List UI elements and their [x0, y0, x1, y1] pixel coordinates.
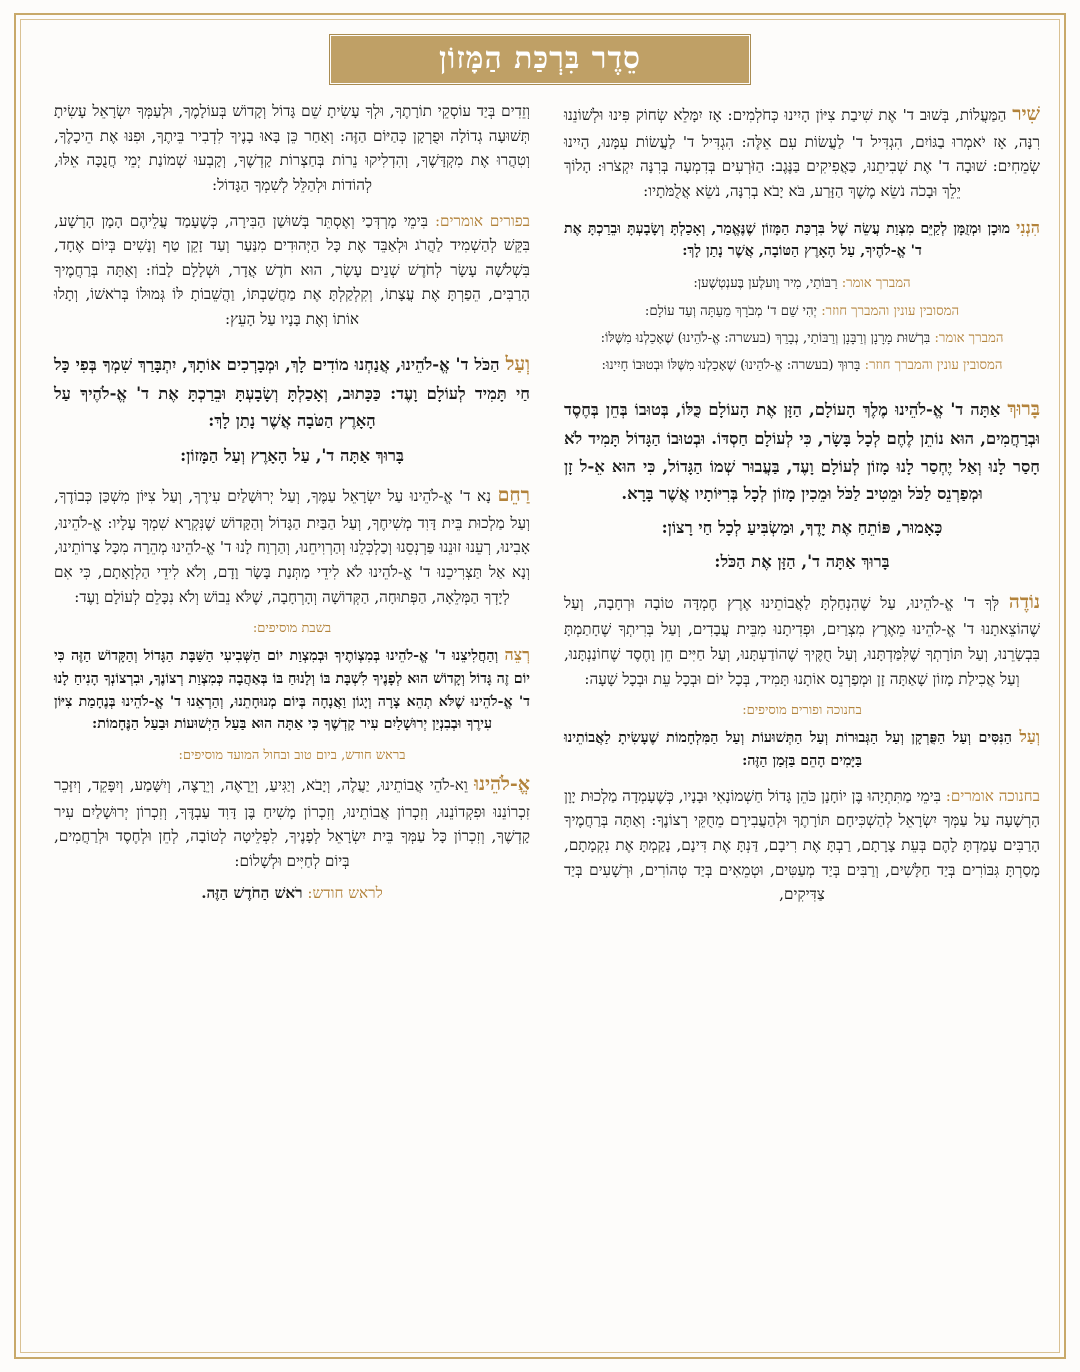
chanuka-body: בִּימֵי מַתִּתְיָהוּ בֶּן יוֹחָנָן כֹּהֵן גָּדוֹל חַשְׁמוֹנָאִי וּבָנָיו, כְּשֶׁעָמְדָה מַלְכוּת יָוָן הָרְשָׁעָה עַל עַמְּךָ יִשְׂרָאֵל לְהַשְׁכִּיחָם תּוֹרָתֶךָ וּלְהַעֲבִירָם מֵחֻקֵּי רְצוֹנֶךָ: וְאַתָּה בְּרַחֲמֶיךָ הָרַבִּים עָמַדְתָּ לָהֶם בְּעֵת צָרָתָם, רַבְתָּ אֶת רִיבָם, דַּנְתָּ אֶת דִּינָם, נָקַמְתָּ אֶת נִקְמָתָם, מָסַרְתָּ גִּבּוֹרִים בְּיַד חַלָּשִׁים, וְרַבִּים בְּיַד מְעַטִּים, וּטְמֵאִים בְּיַד טְהוֹרִים, וּרְשָׁעִים בְּיַד צַדִּיקִים,	[564, 786, 1040, 904]
nodeh-body: לְּךָ ד' אֱ-לֹהֵינוּ, עַל שֶׁהִנְחַלְתָּ לַאֲבוֹתֵינוּ אֶרֶץ חֶמְדָּה טוֹבָה וּרְחָבָה, וְעַל שֶׁהוֹצֵאתָנוּ ד' אֱ-לֹהֵינוּ מֵאֶרֶץ מִצְרַיִם, וּפְדִיתָנוּ מִבֵּית עֲבָדִים, וְעַל בְּרִיתְךָ שֶׁחָתַמְתָּ בִּבְשָׂרֵנוּ, וְעַל תּוֹרָתְךָ שֶׁלִּמַּדְתָּנוּ, וְעַל חֻקֶּיךָ שֶׁהוֹדַעְתָּנוּ, וְעַל חַיִּים חֵן וָחֶסֶד שֶׁחוֹנַנְתָּנוּ, וְעַל אֲכִילַת מָזוֹן שָׁאַתָּה זָן וּמְפַרְנֵס אוֹתָנוּ תָּמִיד, בְּכָל יוֹם וּבְכָל עֵת וּבְכָל שָׁעָה:	[564, 593, 1040, 688]
zimun-line-1	[564, 274, 1040, 294]
al-hanisim-opening-word: וְעַל	[1019, 727, 1040, 747]
yaaleh-body: וֵא-לֹהֵי אֲבוֹתֵינוּ, יַעֲלֶה, וְיָבֹא, וְיַגִּיעַ, וְיֵרָאֶה, וְיֵרָצֶה, וְיִשָּׁמַע, וְיִפָּקֵד, וְיִזָּכֵר זִכְרוֹנֵנוּ וּפִקְדוֹנֵנוּ, וְזִכְרוֹן אֲבוֹתֵינוּ, וְזִכְרוֹן מָשִׁיחַ בֶּן דָּוִד עַבְדֶּךָ, וְזִכְרוֹן יְרוּשָׁלַיִם עִיר קָדְשֶׁךָ, וְזִכְרוֹן כָּל עַמְּךָ בֵּית יִשְׂרָאֵל לְפָנֶיךָ, לִפְלֵיטָה לְטוֹבָה, לְחֵן וּלְחֶסֶד וּלְרַחֲמִים, בְּיוֹם לְחַיִּים וּלְשָׁלוֹם:	[54, 776, 530, 871]
veal-hakol-seal: בָּרוּךְ אַתָּה ד', עַל הָאָרֶץ וְעַל הַמָּזוֹן:	[180, 445, 404, 465]
section-zimun	[564, 274, 1040, 377]
section-al-hanisim	[564, 702, 1040, 772]
zimun-text-2: יְהִי שֵׁם ד' מְבֹרָךְ מֵעַתָּה וְעַד עוֹלָם:	[644, 303, 818, 319]
al-hanisim-body: הַנִּסִּים וְעַל הַפֻּרְקָן וְעַל הַגְּבוּרוֹת וְעַל הַתְּשׁוּעוֹת וְעַל הַמִּלְחָמוֹת שֶׁעָשִׂיתָ לַאֲבוֹתֵינוּ בַּיָּמִים הָהֵם בַּזְּמַן הַזֶּה:	[564, 730, 1012, 769]
zimun-rubric-3: המברך אומר:	[934, 330, 1004, 346]
zimun-rubric-2: המסובין עונין והמברך חוזר:	[821, 303, 960, 319]
retzeh-body: וְהַחֲלִיצֵנוּ ד' אֱ-לֹהֵינוּ בְּמִצְוֹתֶיךָ וּבְמִצְוַת יוֹם הַשְּׁבִיעִי הַשַּׁבָּת הַגָּדוֹל וְהַקָּדוֹשׁ הַזֶּה כִּי יוֹם זֶה גָּדוֹל וְקָדוֹשׁ הוּא לְפָנֶיךָ לִשְׁבָּת בּוֹ וְלָנוּחַ בּוֹ בְּאַהֲבָה כְּמִצְוַת רְצוֹנֶךָ, וּבִרְצוֹנְךָ הָנִיחַ לָנוּ ד' אֱ-לֹהֵינוּ שֶׁלֹּא תְהֵא צָרָה וְיָגוֹן וַאֲנָחָה בְּיוֹם מְנוּחָתֵנוּ, וְהַרְאֵנוּ ד' אֱ-לֹהֵינוּ בְּנֶחָמַת צִיּוֹן עִירֶךָ וּבְבִנְיַן יְרוּשָׁלַיִם עִיר קָדְשֶׁךָ כִּי אַתָּה הוּא בַּעַל הַיְשׁוּעוֹת וּבַעַל הַנֶּחָמוֹת:	[54, 648, 530, 733]
zimun-line-2	[564, 302, 1040, 322]
veal-hakol-paragraph	[54, 349, 530, 435]
rachem-opening-word: רַחֵם	[497, 483, 530, 506]
section-shir-hamaalot	[564, 99, 1040, 204]
retzeh-paragraph	[54, 642, 530, 736]
page-title: סֵדֶר בִּרְכַּת הַמָּזוֹן	[439, 41, 641, 76]
zimun-rubric-4: המסובין עונין והמברך חוזר:	[864, 358, 1003, 374]
shir-hamaalot-paragraph	[564, 99, 1040, 204]
hineni-paragraph	[564, 215, 1040, 263]
zimun-text-3: בִּרְשׁוּת מָרָנָן וְרַבָּנָן וְרַבּוֹתַי, נְבָרֵךְ (בעשרה: אֱ-לֹהֵינוּ) שֶׁאָכַלְנוּ מִשֶּׁלּוֹ:	[600, 330, 931, 346]
title-banner	[329, 34, 751, 85]
chanuka-continuation-body: וְזֵדִים בְּיַד עוֹסְקֵי תוֹרָתֶךָ, וּלְךָ עָשִׂיתָ שֵׁם גָּדוֹל וְקָדוֹשׁ בְּעוֹלָמֶךָ, וּלְעַמְּךָ יִשְׂרָאֵל עָשִׂיתָ תְּשׁוּעָה גְדוֹלָה וּפֻרְקָן כְּהַיּוֹם הַזֶּה: וְאַחַר כֵּן בָּאוּ בָנֶיךָ לִדְבִיר בֵּיתֶךָ, וּפִנּוּ אֶת הֵיכָלֶךָ, וְטִהֲרוּ אֶת מִקְדָּשֶׁךָ, וְהִדְלִיקוּ נֵרוֹת בְּחַצְרוֹת קָדְשֶׁךָ, וְקָבְעוּ שְׁמוֹנַת יְמֵי חֲנֻכָּה אֵלּוּ, לְהוֹדוֹת וּלְהַלֵּל לְשִׁמְךָ הַגָּדוֹל:	[54, 102, 530, 194]
section-chanuka-continuation	[54, 99, 530, 198]
purim-rubric: בפורים אומרים:	[434, 211, 531, 230]
zimun-rubric-1: המברך אומר:	[841, 276, 911, 292]
section-rachem	[54, 480, 530, 609]
hazan-seal: בָּרוּךְ אַתָּה ד', הַזָּן אֶת הַכֹּל:	[714, 552, 890, 572]
yaaleh-rubric: בראש חודש, ביום טוב ובחול המועד מוסיפים:	[178, 748, 406, 763]
zimun-line-4	[564, 356, 1040, 376]
rachem-body: נָא ד' אֱ-לֹהֵינוּ עַל יִשְׂרָאֵל עַמֶּךָ, וְעַל יְרוּשָׁלַיִם עִירֶךָ, וְעַל צִיּוֹן מִשְׁכַּן כְּבוֹדֶךָ, וְעַל מַלְכוּת בֵּית דָּוִד מְשִׁיחֶךָ, וְעַל הַבַּיִת הַגָּדוֹל וְהַקָּדוֹשׁ שֶׁנִּקְרָא שִׁמְךָ עָלָיו: אֱ-לֹהֵינוּ, אָבִינוּ, רְעֵנוּ זוּנֵנוּ פַּרְנְסֵנוּ וְכַלְכְּלֵנוּ וְהַרְוִיחֵנוּ, וְהַרְוַח לָנוּ ד' אֱ-לֹהֵינוּ מְהֵרָה מִכָּל צָרוֹתֵינוּ, וְנָא אַל תַּצְרִיכֵנוּ ד' אֱ-לֹהֵינוּ לֹא לִידֵי מַתְּנַת בָּשָׂר וָדָם, וְלֹא לִידֵי הַלְוָאָתָם, כִּי אִם לְיָדְךָ הַמְּלֵאָה, הַפְּתוּחָה, הַקְּדוֹשָׁה וְהָרְחָבָה, שֶׁלֹּא נֵבוֹשׁ וְלֹא נִכָּלֵם לְעוֹלָם וָעֶד:	[54, 486, 530, 606]
yaaleh-opening-word: אֱ-לֹהֵינוּ	[474, 773, 530, 795]
hazan-body: אַתָּה ד' אֱ-לֹהֵינוּ מֶלֶךְ הָעוֹלָם, הַזָּן אֶת הָעוֹלָם כֻּלּוֹ, בְּטוּבוֹ בְּחֵן בְּחֶסֶד וּבְרַחֲמִים, הוּא נוֹתֵן לֶחֶם לְכָל בָּשָׂר, כִּי לְעוֹלָם חַסְדּוֹ. וּבְטוּבוֹ הַגָּדוֹל תָּמִיד לֹא חָסַר לָנוּ וְאַל יֶחְסַר לָנוּ מָזוֹן לְעוֹלָם וָעֶד, בַּעֲבוּר שְׁמוֹ הַגָּדוֹל, כִּי הוּא אֵ-ל זָן וּמְפַרְנֵס לַכֹּל וּמֵטִיב לַכֹּל וּמֵכִין מָזוֹן לְכָל בְּרִיּוֹתָיו אֲשֶׁר בָּרָא.	[564, 399, 1040, 503]
yaaleh-footer-text: רֹאשׁ הַחֹדֶשׁ הַזֶּה.	[201, 883, 303, 902]
section-purim-insert	[54, 209, 530, 332]
section-chanuka-insert	[564, 784, 1040, 907]
chanuka-rubric: בחנוכה אומרים:	[945, 786, 1040, 805]
yaaleh-paragraph	[54, 769, 530, 874]
retzeh-opening-word: רְצֵה	[504, 645, 530, 665]
left-column	[54, 99, 530, 916]
zimun-line-3	[564, 329, 1040, 349]
veal-hakol-body: הַכֹּל ד' אֱ-לֹהֵינוּ, אֲנַחְנוּ מוֹדִים לָךְ, וּמְבָרְכִים אוֹתָךְ, יִתְבָּרַךְ שִׁמְךָ בְּפִי כָּל חַי תָּמִיד לְעוֹלָם וָעֶד: כַּכָּתוּב, וְאָכַלְתָּ וְשָׂבָעְתָּ וּבֵרַכְתָּ אֶת ד' אֱ-לֹהֶיךָ עַל הָאָרֶץ הַטֹּבָה אֲשֶׁר נָתַן לָךְ:	[54, 354, 530, 431]
hazan-paragraph	[564, 394, 1040, 507]
shir-hamaalot-body: הַמַּעֲלוֹת, בְּשׁוּב ד' אֶת שִׁיבַת צִיּוֹן הָיִינוּ כְּחֹלְמִים: אָז יִמָּלֵא שְׂחוֹק פִּינוּ וּלְשׁוֹנֵנוּ רִנָּה, אָז יֹאמְרוּ בַגּוֹיִם, הִגְדִּיל ד' לַעֲשׂוֹת עִם אֵלֶּה: הִגְדִּיל ד' לַעֲשׂוֹת עִמָּנוּ, הָיִינוּ שְׂמֵחִים: שׁוּבָה ד' אֶת שְׁבִיתֵנוּ, כַּאֲפִיקִים בַּנֶּגֶב: הַזֹּרְעִים בְּדִמְעָה בְּרִנָּה יִקְצֹרוּ: הָלוֹךְ יֵלֵךְ וּבָכֹה נֹשֵׂא מֶשֶׁךְ הַזָּרַע, בֹּא יָבֹא בְרִנָּה, נֹשֵׂא אֲלֻמֹּתָיו:	[564, 106, 1040, 201]
al-hanisim-paragraph	[564, 724, 1040, 772]
veal-hakol-opening-word: וְעַל	[505, 352, 530, 375]
hazan-opening-word: בָּרוּךְ	[1007, 397, 1040, 420]
nodeh-paragraph	[564, 587, 1040, 692]
right-column	[564, 99, 1040, 918]
section-birkat-hazan	[564, 394, 1040, 576]
page-content	[14, 14, 1066, 928]
section-retzeh	[54, 620, 530, 736]
hineni-opening-word: הִנְנִי	[1016, 217, 1040, 237]
section-nodeh	[564, 587, 1040, 692]
rachem-paragraph	[54, 480, 530, 609]
yaaleh-footer-rubric: לראש חודש:	[307, 883, 383, 902]
chanuka-paragraph	[564, 784, 1040, 907]
section-veal-hakol	[54, 349, 530, 469]
hineni-body: מוּכָן וּמְזֻמָּן לְקַיֵּם מִצְוַת עֲשֵׂה שֶׁל בִּרְכַּת הַמָּזוֹן שֶׁנֶּאֱמַר, וְאָכַלְתָּ וְשָׂבָעְתָּ וּבֵרַכְתָּ אֶת ד' אֱ-לֹהֶיךָ, עַל הָאָרֶץ הַטּוֹבָה, אֲשֶׁר נָתַן לָךְ:	[564, 220, 1011, 260]
zimun-text-1: רַבּוֹתַי, מִיר וֶועלֶען בֶּענְטְשֶׁען:	[693, 276, 838, 292]
al-hanisim-rubric: בחנוכה ופורים מוסיפים:	[742, 703, 862, 719]
purim-paragraph	[54, 209, 530, 332]
nodeh-opening-word: נוֹדֶה	[1008, 590, 1041, 613]
yaaleh-footer	[54, 881, 530, 906]
section-yaaleh-veyavo	[54, 747, 530, 905]
section-hineni	[564, 215, 1040, 263]
shir-hamaalot-opening-word: שִׁיר	[1012, 103, 1041, 125]
retzeh-rubric: בשבת מוסיפים:	[252, 621, 332, 637]
purim-body: בִּימֵי מָרְדְּכַי וְאֶסְתֵּר בְּשׁוּשַׁן הַבִּירָה, כְּשֶׁעָמַד עֲלֵיהֶם הָמָן הָרָשָׁע, בִּקֵּשׁ לְהַשְׁמִיד לַהֲרֹג וּלְאַבֵּד אֶת כָּל הַיְּהוּדִים מִנַּעַר וְעַד זָקֵן טַף וְנָשִׁים בְּיוֹם אֶחָד, בִּשְׁלֹשָׁה עָשָׂר לְחֹדֶשׁ שְׁנֵים עָשָׂר, הוּא חֹדֶשׁ אֲדָר, וּשְׁלָלָם לָבוֹז: וְאַתָּה בְּרַחֲמֶיךָ הָרַבִּים, הֵפַרְתָּ אֶת עֲצָתוֹ, וְקִלְקַלְתָּ אֶת מַחֲשַׁבְתּוֹ, וַהֲשֵׁבוֹתָ לּוֹ גְּמוּלוֹ בְּרֹאשׁוֹ, וְתָלוּ אוֹתוֹ וְאֶת בָּנָיו עַל הָעֵץ:	[54, 211, 530, 328]
two-column-layout	[40, 99, 1040, 918]
hazan-verse: כָּאָמוּר, פּוֹתֵחַ אֶת יָדֶךָ, וּמַשְׂבִּיעַ לְכָל חַי רָצוֹן:	[661, 518, 943, 538]
zimun-text-4: בָּרוּךְ (בעשרה: אֱ-לֹהֵינוּ) שֶׁאָכַלְנוּ מִשֶּׁלּוֹ וּבְטוּבוֹ חָיִינוּ:	[601, 358, 861, 374]
